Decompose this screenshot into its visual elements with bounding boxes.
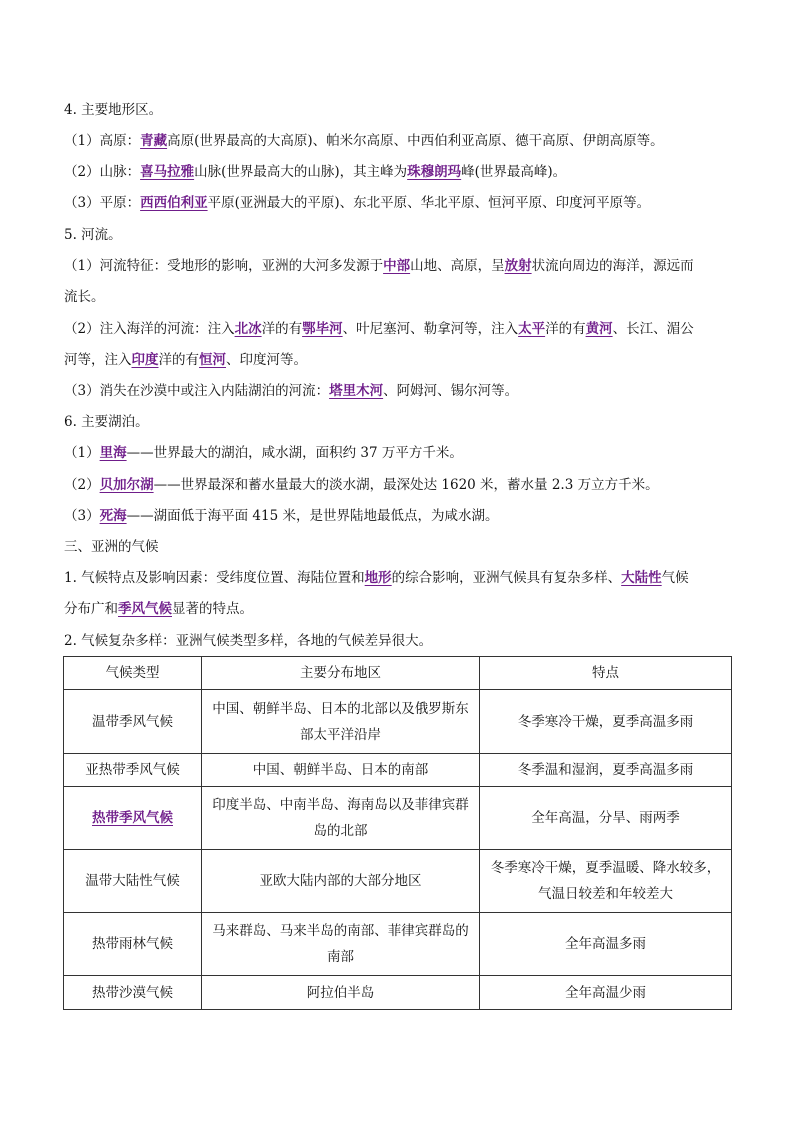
climate-features-line: 1. 气候特点及影响因素：受纬度位置、海陆位置和地形的综合影响，亚洲气候具有复杂多样、大陆性气候 — [64, 570, 689, 586]
lake-line-dead-sea: （3）死海——湖面低于海平面 415 米，是世界陆地最低点，为咸水湖。 — [64, 508, 499, 524]
table-header-row — [64, 657, 732, 690]
header-climate-type: 气候类型 — [64, 657, 202, 690]
features-cell: 全年高温少雨 — [480, 976, 732, 1010]
climate-type-cell: 温带大陆性气候 — [64, 850, 202, 913]
keyword: 西西伯利亚 — [140, 195, 208, 211]
keyword: 青藏 — [140, 133, 168, 149]
climate-diversity-line: 2. 气候复杂多样：亚洲气候类型多样，各地的气候差异很大。 — [64, 633, 433, 649]
keyword: 恒河 — [199, 352, 226, 368]
table-row — [64, 787, 732, 850]
keyword: 热带季风气候 — [92, 810, 173, 826]
keyword: 中部 — [383, 258, 411, 274]
inland-rivers-line: （3）消失在沙漠中或注入内陆湖泊的河流：塔里木河、阿姆河、锡尔河等。 — [64, 383, 519, 399]
climate-type-cell: 热带雨林气候 — [64, 913, 202, 976]
table-row — [64, 754, 732, 787]
keyword: 季风气候 — [118, 601, 172, 617]
plateau-line: （1）高原：青藏高原(世界最高的大高原)、帕米尔高原、中西伯利亚高原、德干高原、伊朗高原等。 — [64, 133, 664, 149]
header-features: 特点 — [480, 657, 732, 690]
features-cell: 冬季温和湿润，夏季高温多雨 — [480, 754, 732, 787]
ocean-rivers-line: （2）注入海洋的河流：注入北冰洋的有鄂毕河、叶尼塞河、勒拿河等，注入太平洋的有黄河、长江、湄公 — [64, 321, 694, 337]
section-4-heading: 4. 主要地形区。 — [64, 102, 163, 118]
climate-section-heading: 三、亚洲的气候 — [64, 539, 159, 555]
distribution-cell: 中国、朝鲜半岛、日本的南部 — [202, 754, 480, 787]
keyword: 珠穆朗玛 — [407, 164, 462, 180]
keyword: 死海 — [99, 508, 127, 524]
climate-type-cell: 亚热带季风气候 — [64, 754, 202, 787]
section-5-heading: 5. 河流。 — [64, 227, 122, 243]
features-cell: 全年高温多雨 — [480, 913, 732, 976]
climate-type-cell: 热带沙漠气候 — [64, 976, 202, 1010]
ocean-rivers-line-cont: 河等，注入印度洋的有恒河、印度河等。 — [64, 352, 307, 368]
river-features-line: （1）河流特征：受地形的影响，亚洲的大河多发源于中部山地、高原，呈放射状流向周边的海洋，源远而 — [64, 258, 694, 274]
climate-type-cell: 温带季风气候 — [64, 690, 202, 754]
features-cell: 全年高温，分旱、雨两季 — [480, 787, 732, 850]
distribution-cell: 阿拉伯半岛 — [202, 976, 480, 1010]
keyword: 鄂毕河 — [302, 321, 343, 337]
features-cell: 冬季寒冷干燥，夏季高温多雨 — [480, 690, 732, 754]
keyword: 大陆性 — [621, 570, 662, 586]
keyword: 北冰 — [234, 321, 262, 337]
keyword: 塔里木河 — [329, 383, 384, 399]
distribution-cell: 亚欧大陆内部的大部分地区 — [202, 850, 480, 913]
table-row — [64, 690, 732, 754]
distribution-cell: 马来群岛、马来半岛的南部、菲律宾群岛的 南部 — [202, 913, 480, 976]
keyword: 太平 — [518, 321, 546, 337]
keyword: 喜马拉雅 — [140, 164, 195, 180]
keyword: 黄河 — [585, 321, 613, 337]
table-row — [64, 976, 732, 1010]
distribution-cell: 中国、朝鲜半岛、日本的北部以及俄罗斯东 部太平洋沿岸 — [202, 690, 480, 754]
features-cell: 冬季寒冷干燥，夏季温暖、降水较多， 气温日较差和年较差大 — [480, 850, 732, 913]
distribution-cell: 印度半岛、中南半岛、海南岛以及菲律宾群 岛的北部 — [202, 787, 480, 850]
lake-line-caspian: （1）里海——世界最大的湖泊，咸水湖，面积约 37 万平方千米。 — [64, 445, 463, 461]
mountain-line: （2）山脉：喜马拉雅山脉(世界最高大的山脉)，其主峰为珠穆朗玛峰(世界最高峰)。 — [64, 164, 567, 180]
keyword: 里海 — [99, 445, 127, 461]
keyword: 贝加尔湖 — [99, 477, 154, 493]
table-row — [64, 913, 732, 976]
keyword: 印度 — [131, 352, 159, 368]
climate-type-cell — [64, 787, 202, 850]
keyword: 地形 — [364, 570, 392, 586]
keyword: 放射 — [504, 258, 532, 274]
river-features-line-cont: 流长。 — [64, 289, 105, 305]
climate-table — [63, 656, 732, 1010]
header-distribution: 主要分布地区 — [202, 657, 480, 690]
lake-line-baikal: （2）贝加尔湖——世界最深和蓄水量最大的淡水湖，最深处达 1620 米，蓄水量 2.3 万立方千米。 — [64, 477, 659, 493]
plain-line: （3）平原：西西伯利亚平原(亚洲最大的平原)、东北平原、华北平原、恒河平原、印度河平原等。 — [64, 195, 651, 211]
section-6-heading: 6. 主要湖泊。 — [64, 414, 149, 430]
table-row — [64, 850, 732, 913]
climate-features-line-cont: 分布广和季风气候显著的特点。 — [64, 601, 253, 617]
